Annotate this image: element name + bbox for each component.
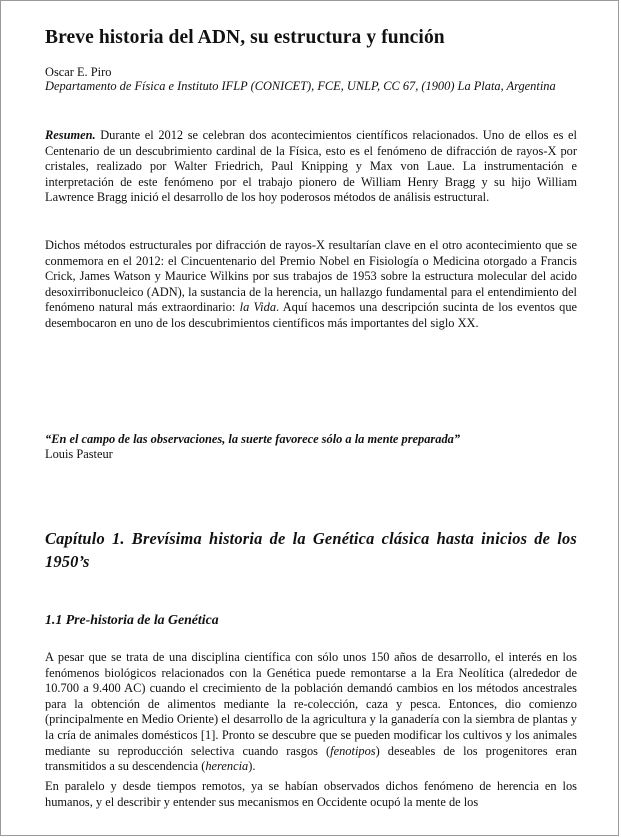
body-text-1b: ) deseables de los progenitores eran transmitidos a su descendencia ( xyxy=(45,743,578,774)
chapter-heading: Capítulo 1. Brevísima historia de la Genética clásica hasta inicios de los 1950’s xyxy=(45,529,577,571)
abstract-text-1: Durante el 2012 se celebran dos acontecimientos científicos relacionados. Uno de ellos es el Centenario de un descubrimiento cardinal de la Física, esto es el fenómeno de difracción de rayos-X por cristales, realizado por Walter Friedrich, Paul Knipping y Max von Laue. La instrumentación e interpretación de este fenómeno por el trabajo pionero de William Henry Bragg y su hijo William Lawrence Bragg inició el desarrollo de los hoy poderosos métodos de análisis estructural. xyxy=(45,128,577,205)
body-text-1a: A pesar que se trata de una disciplina científica con sólo unos 150 años de desarrollo, el interés en los fenómenos biológicos relacionados con la Genética puede remontarse a la Era Neolítica (alrededor de 10.700 a 9.400 AC) cuando el crecimiento de la población demandó cambios en los métodos ancestrales para la obtención de alimentos mediante la re-colección, caza y pesca. Entonces, dio comienzo (principalmente en Medio Oriente) el desarrollo de la agricultura y la ganadería con la siembra de plantas y la cría de animales domésticos [1]. Pronto se descubre que se pueden modificar los cultivos y los animales mediante su reproducción selectiva cuando rasgos ( xyxy=(45,650,577,758)
document-title: Breve historia del ADN, su estructura y función xyxy=(45,27,445,48)
body-text-1c: ). xyxy=(248,759,256,774)
abstract-text-2-italic: la Vida xyxy=(239,300,277,315)
section-heading: 1.1 Pre-historia de la Genética xyxy=(45,612,219,627)
abstract-text-2a: Dichos métodos estructurales por difracción de rayos-X resultarían clave en el otro acontecimiento que se conmemora en el 2012: el Cincuentenario del Premio Nobel en Fisiología o Medicina otorgado a Francis Crick, James Watson y Maurice Wilkins por sus trabajos de 1953 sobre la estructura molecular del acido desoxirribonucleico (ADN), la sustancia de la herencia, un hallazgo fundamental para el entendimiento del fenómeno natural más extraordinario: xyxy=(45,238,577,315)
author-name: Oscar E. Piro xyxy=(45,65,112,79)
body-text-italic-fenotipos: fenotipos xyxy=(330,743,376,758)
body-text-italic-herencia: herencia xyxy=(205,759,249,774)
body-paragraph-2: En paralelo y desde tiempos remotos, ya se habían observados dichos fenómeno de herencia en los humanos, y el describir y entender sus mecanismos en Occidente ocupó la mente de los xyxy=(45,779,577,809)
epigraph-author: Louis Pasteur xyxy=(45,447,113,461)
abstract-text-2b: . Aquí hacemos una descripción sucinta de los eventos que desembocaron en uno de los descubrimientos científicos más importantes del siglo XX. xyxy=(45,300,578,330)
body-paragraph-1 xyxy=(45,650,577,775)
author-affiliation: Departamento de Física e Instituto IFLP (CONICET), FCE, UNLP, CC 67, (1900) La Plata, Argentina xyxy=(45,79,556,93)
abstract-label: Resumen. xyxy=(45,128,96,142)
epigraph-quote: “En el campo de las observaciones, la suerte favorece sólo a la mente preparada” xyxy=(45,432,461,446)
abstract-paragraph-1 xyxy=(45,128,577,206)
abstract-paragraph-2 xyxy=(45,238,577,332)
